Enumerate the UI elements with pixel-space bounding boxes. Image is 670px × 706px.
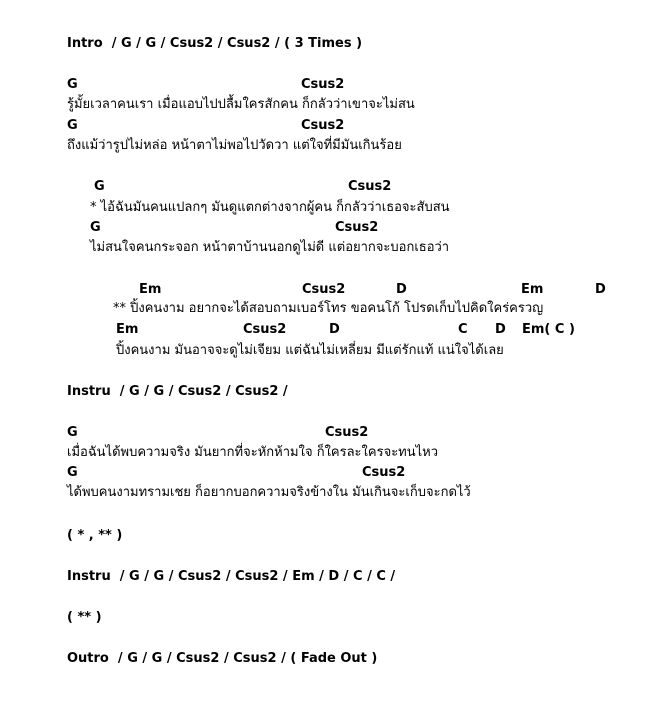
- outro-line: Outro / G / G / Csus2 / Csus2 / ( Fade Out ): [67, 651, 378, 666]
- instru-line: Instru / G / G / Csus2 / Csus2 / Em / D / C / C /: [67, 569, 396, 584]
- chord: D: [329, 322, 340, 337]
- chord: C: [458, 322, 468, 337]
- chord: Csus2: [243, 322, 287, 337]
- repeat-marker: ( * , ** ): [67, 528, 123, 543]
- lyric-line: ปิ้งคนงาม มันอาจจะดูไม่เจียม แต่ฉันไม่เหลี่ยม มีแต่รักแท้ แน่ใจได้เลย: [116, 343, 504, 358]
- chord: G: [67, 465, 78, 480]
- chord: D: [595, 282, 606, 297]
- chord: G: [67, 425, 78, 440]
- intro-line: Intro / G / G / Csus2 / Csus2 / ( 3 Times ): [67, 36, 363, 51]
- chord: Csus2: [302, 282, 346, 297]
- chord: D: [396, 282, 407, 297]
- chord: Csus2: [301, 77, 345, 92]
- chord: Csus2: [335, 220, 379, 235]
- chord: D: [495, 322, 506, 337]
- lyric-line: ถึงแม้ว่ารูปไม่หล่อ หน้าตาไม่พอไปวัดวา แต่ใจที่มีมันเกินร้อย: [67, 138, 402, 153]
- repeat-marker: ( ** ): [67, 610, 102, 625]
- lyric-line: ไม่สนใจคนกระจอก หน้าตาบ้านนอกดูไม่ดี แต่อยากจะบอกเธอว่า: [90, 240, 450, 255]
- chord: Em( C ): [522, 322, 575, 337]
- chord: Csus2: [301, 118, 345, 133]
- lyric-line: * ไอ้ฉันมันคนแปลกๆ มันดูแตกต่างจากผู้คน ก็กลัวว่าเธอจะสับสน: [90, 200, 450, 215]
- instru-line: Instru / G / G / Csus2 / Csus2 /: [67, 384, 288, 399]
- lyric-line: ** ปิ้งคนงาม อยากจะได้สอบถามเบอร์โทร ขอคนโก้ โปรดเก็บไปคิดใคร่ครวญ: [113, 301, 544, 316]
- chord: Csus2: [348, 179, 392, 194]
- lyric-line: เมื่อฉันได้พบความจริง มันยากที่จะหักห้ามใจ ก็ใครละใครจะทนไหว: [67, 445, 439, 460]
- lyric-line: ได้พบคนงามทรามเชย ก็อยากบอกความจริงข้างใน มันเกินจะเก็บจะกดไว้: [67, 485, 471, 500]
- lyric-line: รู้มั้ยเวลาคนเรา เมื่อแอบไปปลื้มใครสักคน ก็กลัวว่าเขาจะไม่สน: [67, 97, 415, 112]
- chord: Csus2: [362, 465, 406, 480]
- chord: G: [90, 220, 101, 235]
- chord: G: [67, 118, 78, 133]
- chord: Csus2: [325, 425, 369, 440]
- chord: Em: [139, 282, 162, 297]
- chord: G: [67, 77, 78, 92]
- chord: Em: [116, 322, 139, 337]
- chord: Em: [521, 282, 544, 297]
- chord: G: [94, 179, 105, 194]
